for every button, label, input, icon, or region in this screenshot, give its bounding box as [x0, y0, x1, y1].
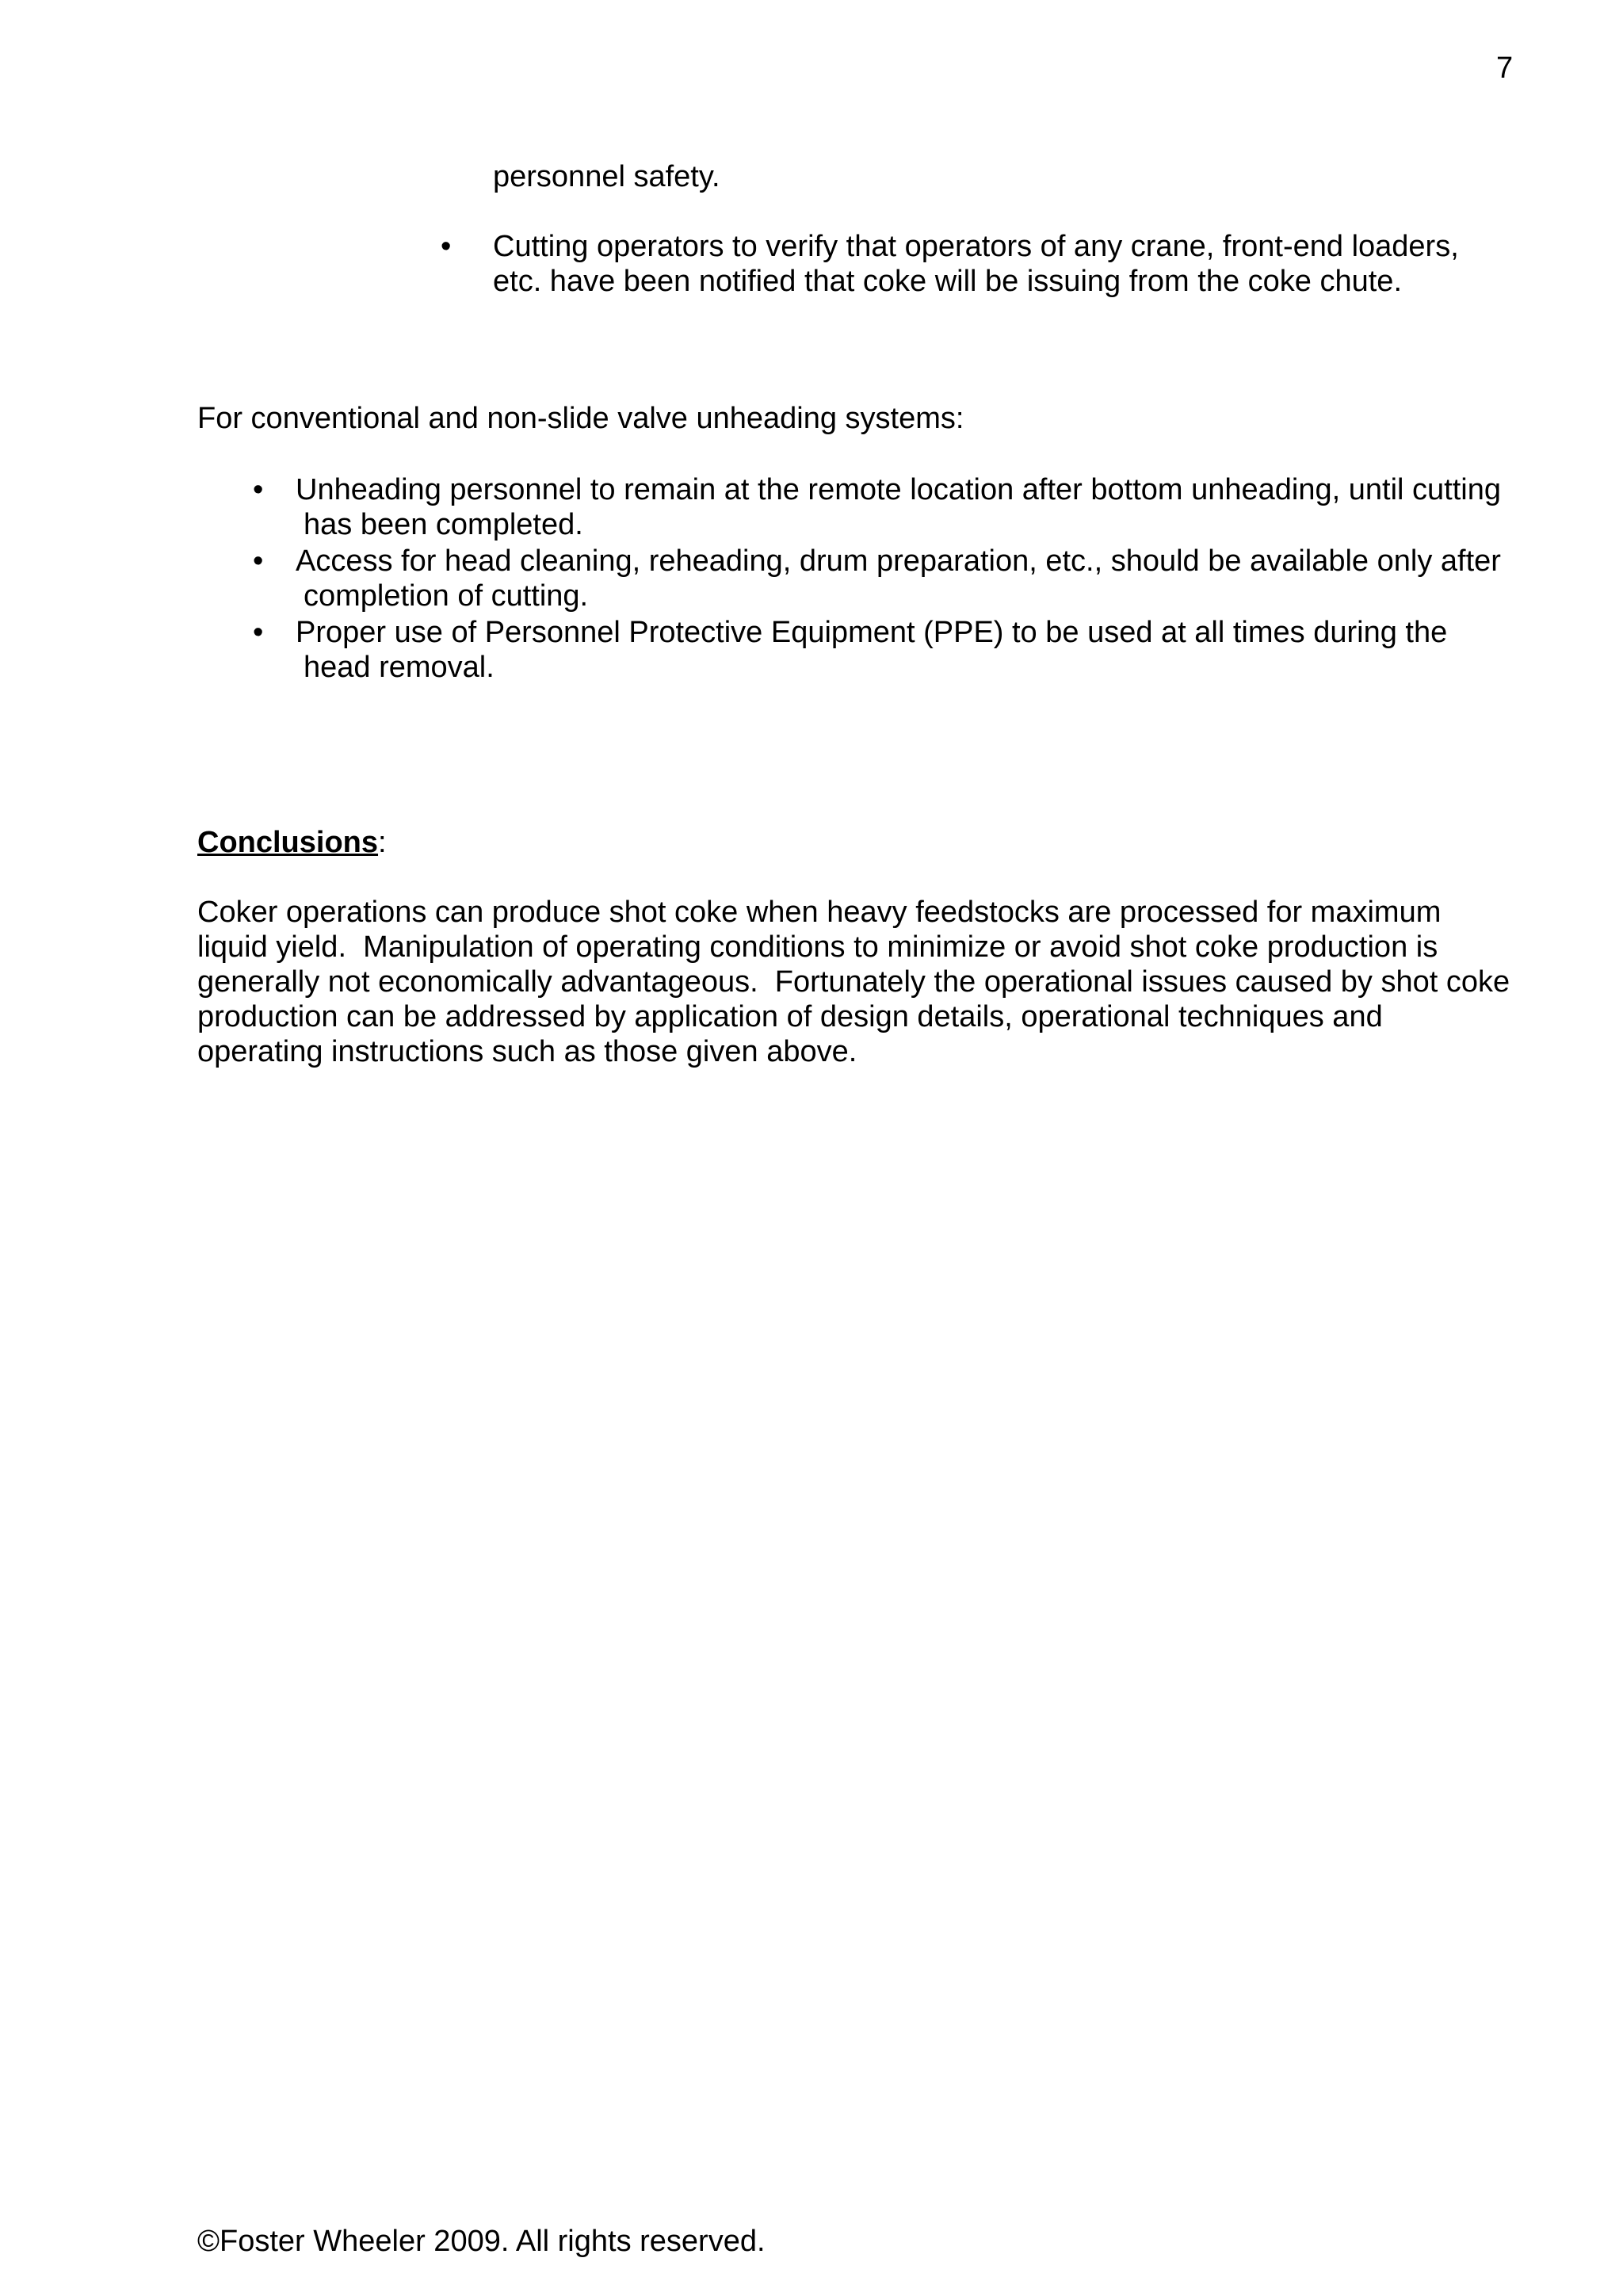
paragraph-line: production can be addressed by application of design details, operational techniques and: [197, 1000, 1383, 1033]
bullet-line-2: completion of cutting.: [304, 579, 589, 613]
bullet-marker: •: [441, 230, 452, 263]
bullet-line-2: etc. have been notified that coke will be issuing from the coke chute.: [493, 265, 1402, 298]
unheading-bullet-list: [197, 472, 1529, 686]
intro-text: For conventional and non-slide valve unheading systems:: [197, 402, 964, 435]
page-number: 7: [1496, 52, 1514, 85]
continued-bullet-item: [493, 229, 1523, 299]
bullet-marker: •: [253, 473, 264, 506]
bullet-line-2: head removal.: [304, 651, 495, 684]
paragraph-line: generally not economically advantageous. Fortunately the operational issues caused by shot coke: [197, 965, 1510, 999]
conclusions-paragraph: [197, 895, 1560, 1069]
list-item: [197, 544, 1529, 613]
paragraph-line: liquid yield. Manipulation of operating conditions to minimize or avoid shot coke production is: [197, 930, 1438, 964]
bullet-marker: •: [253, 616, 264, 649]
bullet-line-1: Proper use of Personnel Protective Equipment (PPE) to be used at all times during the: [296, 616, 1448, 649]
copyright-footer: ©Foster Wheeler 2009. All rights reserved.: [197, 2225, 766, 2258]
bullet-line-1: Cutting operators to verify that operators of any crane, front-end loaders,: [493, 230, 1459, 263]
bullet-line-1: Unheading personnel to remain at the remote location after bottom unheading, until cutting: [296, 473, 1501, 506]
conclusions-heading-text: Conclusions: [197, 826, 379, 859]
conclusions-heading: [197, 825, 387, 860]
paragraph-line: Coker operations can produce shot coke when heavy feedstocks are processed for maximum: [197, 896, 1442, 929]
bullet-line-1: Access for head cleaning, reheading, drum preparation, etc., should be available only after: [296, 544, 1501, 578]
heading-colon: :: [378, 826, 387, 859]
bullet-marker: •: [253, 544, 264, 578]
bullet-line-2: has been completed.: [304, 508, 583, 541]
list-item: [197, 472, 1529, 542]
list-item: [197, 615, 1529, 685]
paragraph-line: operating instructions such as those given above.: [197, 1035, 857, 1068]
continued-text: personnel safety.: [493, 160, 720, 193]
